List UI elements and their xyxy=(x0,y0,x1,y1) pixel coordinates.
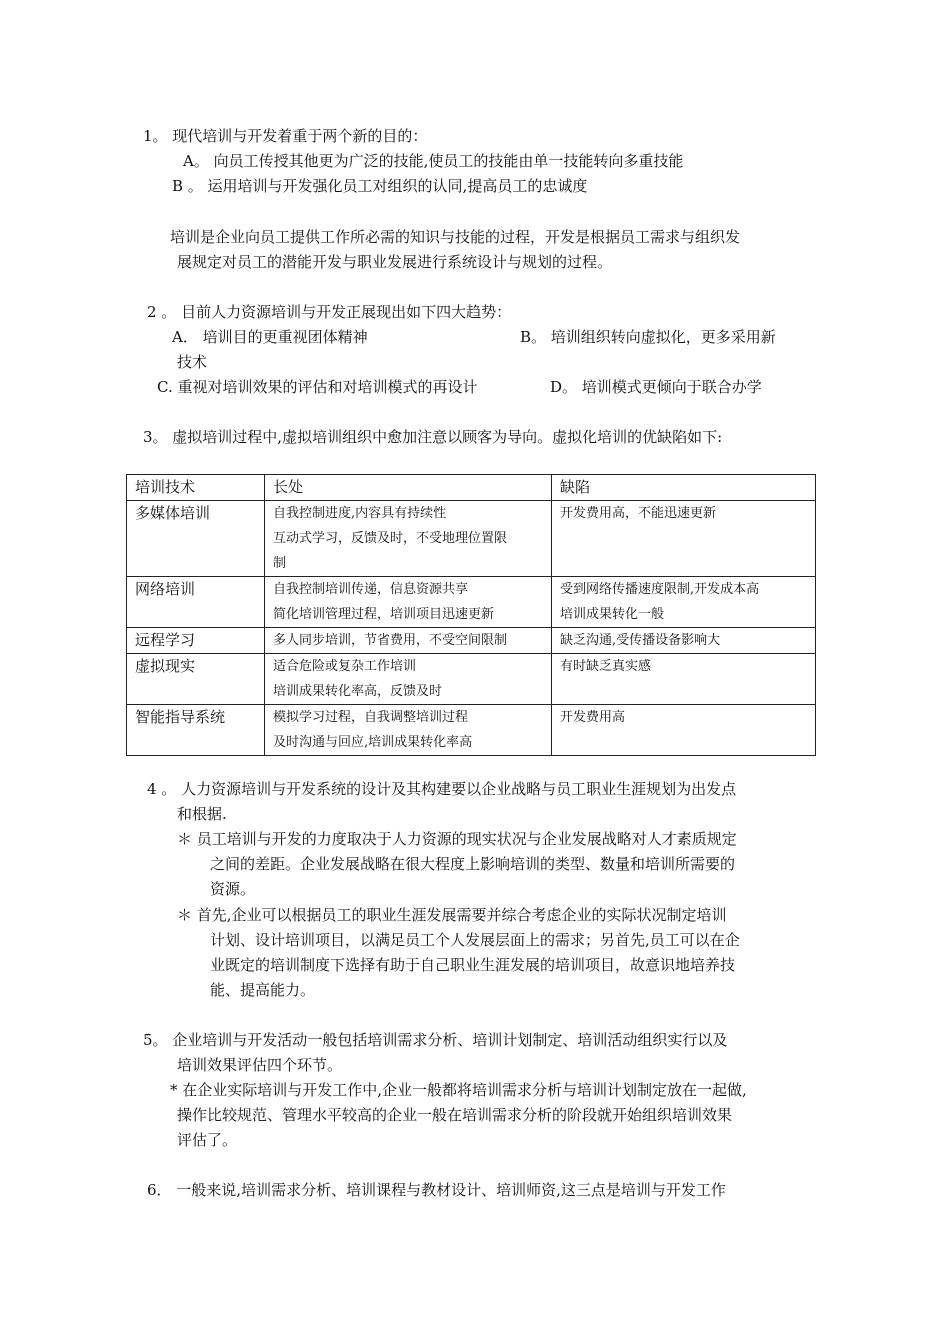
advantage-line: 培训成果转化率高，反馈及时 xyxy=(273,684,443,699)
section-6-line-1: 6． 一般来说,培训需求分析、培训课程与教材设计、培训师资,这三点是培训与开发工作 xyxy=(147,1181,726,1199)
technology-name: 网络培训 xyxy=(127,577,265,628)
disadvantage-line: 受到网络传播速度限制,开发成本高 xyxy=(560,582,760,597)
table-row xyxy=(127,705,816,756)
section-2-item-b-line-1: B。 培训组织转向虚拟化，更多采用新 xyxy=(520,328,776,346)
training-technology-table xyxy=(126,474,816,756)
advantage-line: 制 xyxy=(273,556,287,571)
table-row xyxy=(127,628,816,654)
advantages-cell xyxy=(265,654,552,705)
section-5-line-1: 5。 企业培训与开发活动一般包括培训需求分析、培训计划制定、培训活动组织实行以及 xyxy=(143,1031,728,1049)
section-4-bullet-2-line-1: ＊ 首先,企业可以根据员工的职业生涯发展需要并综合考虑企业的实际状况制定培训 xyxy=(177,906,727,924)
section-1-paragraph-line-2: 展规定对员工的潜能开发与职业发展进行系统设计与规划的过程。 xyxy=(177,253,613,271)
disadvantage-line: 开发费用高，不能迅速更新 xyxy=(560,506,717,521)
advantages-cell xyxy=(265,501,552,577)
section-2-heading: 2 。 目前人力资源培训与开发正展现出如下四大趋势： xyxy=(147,303,512,321)
section-1-item-a: A。 向员工传授其他更为广泛的技能,使员工的技能由单一技能转向多重技能 xyxy=(183,152,684,170)
technology-name: 虚拟现实 xyxy=(127,654,265,705)
advantages-cell xyxy=(265,577,552,628)
disadvantages-cell xyxy=(552,628,816,654)
section-2-item-b-line-2: 技术 xyxy=(177,353,208,371)
header-advantages: 长处 xyxy=(265,475,552,501)
advantage-line: 模拟学习过程，自我调整培训过程 xyxy=(273,710,469,725)
section-1-paragraph-line-1: 培训是企业向员工提供工作所必需的知识与技能的过程，开发是根据员工需求与组织发 xyxy=(170,228,741,246)
disadvantage-line: 培训成果转化一般 xyxy=(560,607,665,622)
section-2-item-c: C. 重视对培训效果的评估和对培训模式的再设计 xyxy=(157,378,478,396)
section-4-bullet-2-line-3: 业既定的培训制度下选择有助于自己职业生涯发展的培训项目，故意识地培养技 xyxy=(210,956,736,974)
advantage-line: 及时沟通与回应,培训成果转化率高 xyxy=(273,735,473,750)
disadvantages-cell xyxy=(552,654,816,705)
section-4-bullet-2-line-4: 能、提高能力。 xyxy=(210,981,316,999)
section-4-line-1: 4 。 人力资源培训与开发系统的设计及其构建要以企业战略与员工职业生涯规划为出发点 xyxy=(147,780,737,798)
disadvantage-line: 缺乏沟通,受传播设备影响大 xyxy=(560,633,721,648)
disadvantages-cell xyxy=(552,705,816,756)
section-4-bullet-1-line-3: 资源。 xyxy=(210,880,256,898)
table-header-row xyxy=(127,475,816,501)
section-5-note-line-3: 评估了。 xyxy=(177,1131,238,1149)
table-row xyxy=(127,501,816,577)
disadvantage-line: 有时缺乏真实感 xyxy=(560,659,652,674)
section-2-item-d: D。 培训模式更倾向于联合办学 xyxy=(550,378,762,396)
disadvantages-cell xyxy=(552,501,816,577)
advantage-line: 简化培训管理过程，培训项目迅速更新 xyxy=(273,607,495,622)
section-3-heading: 3。 虚拟培训过程中,虚拟培训组织中愈加注意以顾客为导向。虚拟化培训的优缺陷如下: xyxy=(143,428,723,446)
advantage-line: 适合危险或复杂工作培训 xyxy=(273,659,417,674)
section-2-item-a: A． 培训目的更重视团体精神 xyxy=(172,328,368,346)
advantages-cell xyxy=(265,705,552,756)
section-5-note-line-2: 操作比较规范、管理水平较高的企业一般在培训需求分析的阶段就开始组织培训效果 xyxy=(177,1106,733,1124)
table-row xyxy=(127,654,816,705)
advantages-cell xyxy=(265,628,552,654)
section-4-line-2: 和根据. xyxy=(177,805,227,823)
section-4-bullet-2-line-2: 计划、设计培训项目，以满足员工个人发展层面上的需求；另首先,员工可以在企 xyxy=(210,931,740,949)
disadvantage-line: 开发费用高 xyxy=(560,710,626,725)
advantage-line: 互动式学习，反馈及时，不受地理位置限 xyxy=(273,531,508,546)
technology-name: 智能指导系统 xyxy=(127,705,265,756)
advantage-line: 自我控制进度,内容具有持续性 xyxy=(273,506,447,521)
header-technology: 培训技术 xyxy=(127,475,265,501)
section-1-item-b: B 。 运用培训与开发强化员工对组织的认同,提高员工的忠诚度 xyxy=(172,177,588,195)
section-4-bullet-1-line-1: ＊ 员工培训与开发的力度取决于人力资源的现实状况与企业发展战略对人才素质规定 xyxy=(177,830,737,848)
advantage-line: 自我控制培训传递，信息资源共享 xyxy=(273,582,469,597)
table-row xyxy=(127,577,816,628)
technology-name: 远程学习 xyxy=(127,628,265,654)
disadvantages-cell xyxy=(552,577,816,628)
header-disadvantages: 缺陷 xyxy=(552,475,816,501)
section-4-bullet-1-line-2: 之间的差距。企业发展战略在很大程度上影响培训的类型、数量和培训所需要的 xyxy=(210,855,736,873)
section-5-note-line-1: * 在企业实际培训与开发工作中,企业一般都将培训需求分析与培训计划制定放在一起做, xyxy=(170,1081,747,1099)
technology-name: 多媒体培训 xyxy=(127,501,265,577)
section-1-heading: 1。 现代培训与开发着重于两个新的目的： xyxy=(143,127,428,145)
section-5-line-2: 培训效果评估四个环节。 xyxy=(177,1056,343,1074)
advantage-line: 多人同步培训，节省费用，不受空间限制 xyxy=(273,633,508,648)
